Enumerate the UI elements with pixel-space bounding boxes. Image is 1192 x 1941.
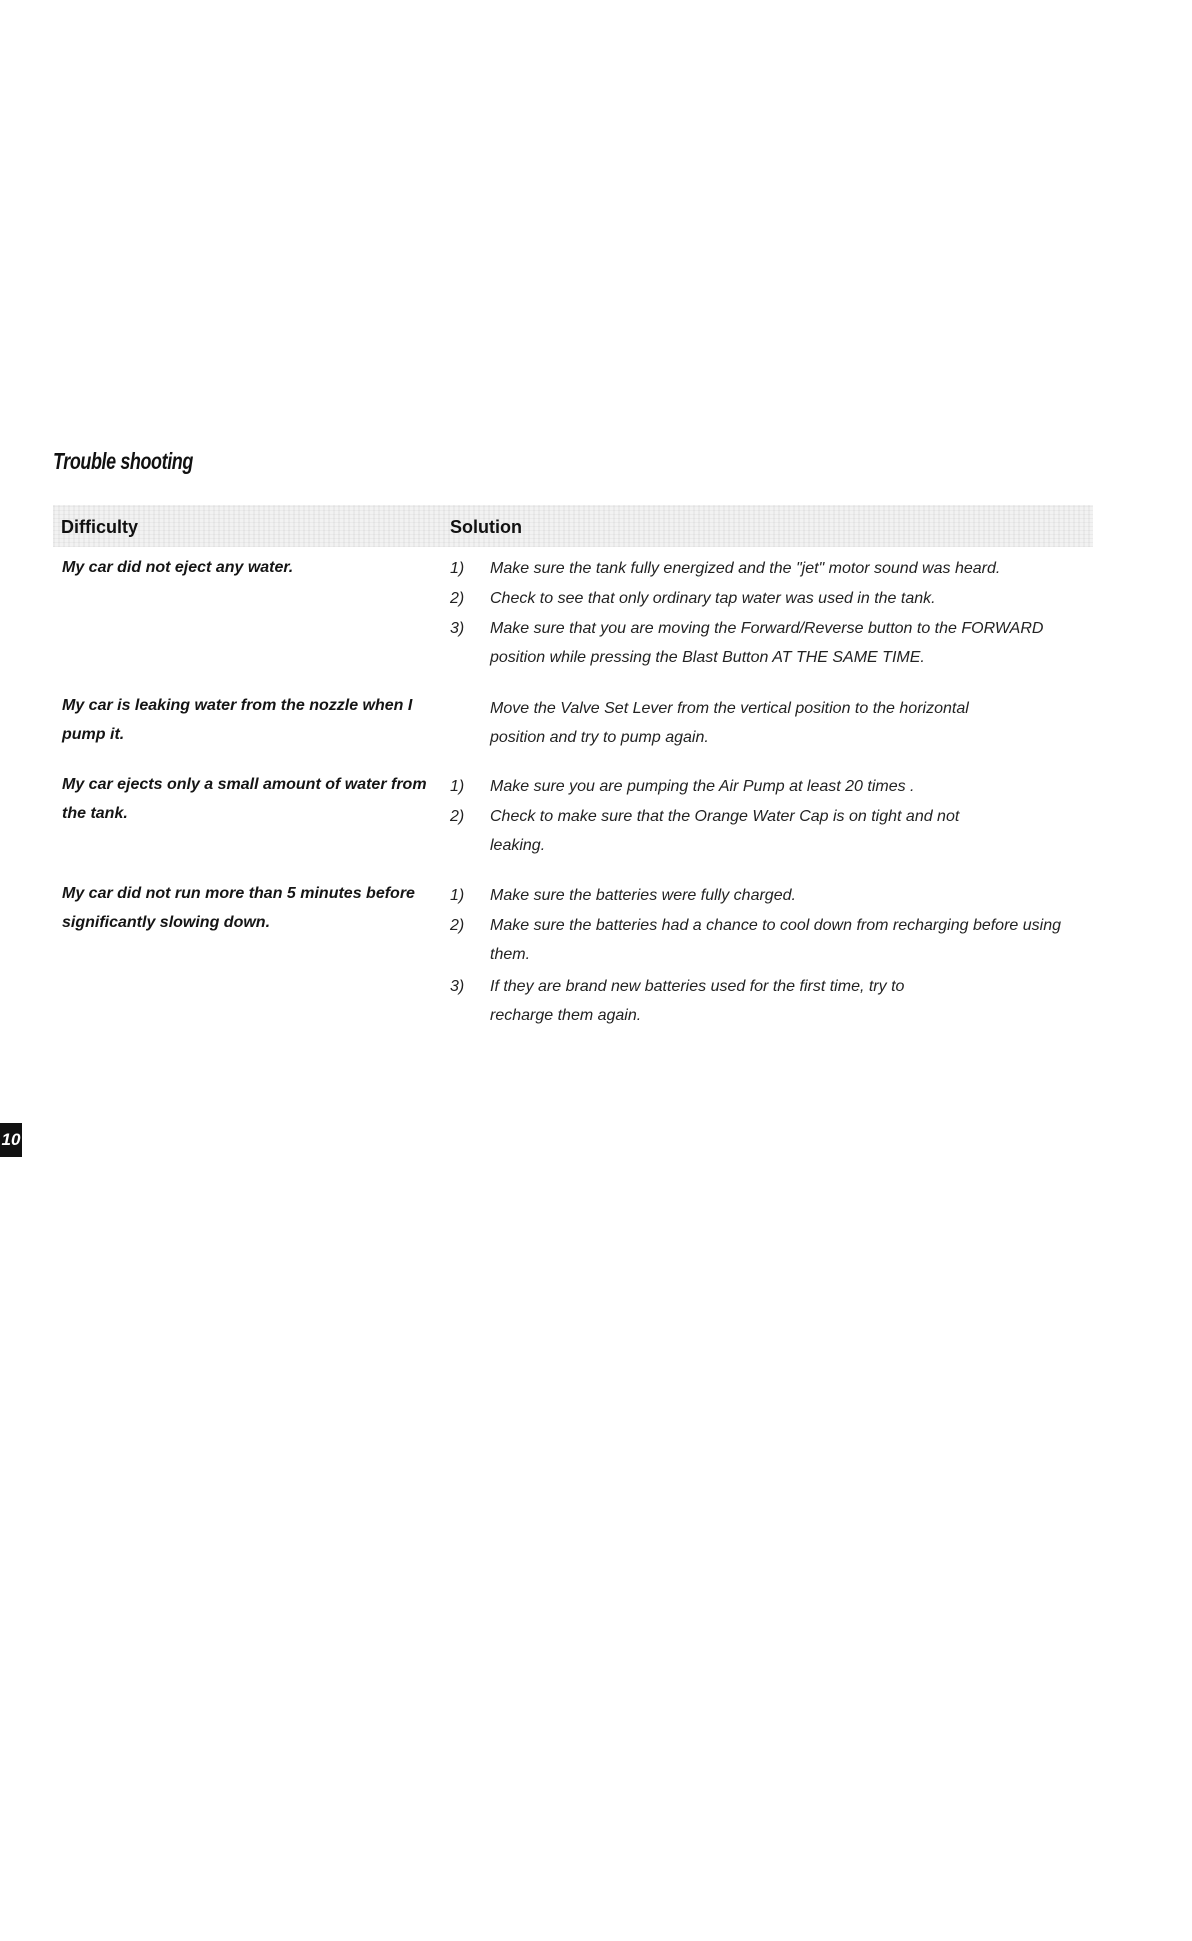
table-header-band [53, 505, 1093, 547]
step-number: 2) [450, 917, 465, 934]
step-number: 2) [450, 808, 465, 825]
difficulty-run-time: My car did not run more than 5 minutes before significantly slowing down. [62, 885, 415, 931]
step-text: Make sure you are pumping the Air Pump at least 20 times . [490, 778, 915, 795]
step-text: Make sure that you are moving the Forward/Reverse button to the FORWARD position while pressing the Blast Button AT THE SAME TIME. [490, 620, 1044, 666]
difficulty-small-amount: My car ejects only a small amount of water from the tank. [62, 776, 427, 822]
solution-step [450, 584, 1070, 613]
solution-step [450, 554, 1070, 583]
difficulty-leaking: My car is leaking water from the nozzle when I pump it. [62, 697, 413, 743]
solution-step [450, 881, 1070, 910]
step-number: 2) [450, 590, 465, 607]
step-number: 1) [450, 560, 465, 577]
solution-column-header: Solution [450, 517, 522, 537]
page-number-tab: 10 [0, 1123, 22, 1157]
difficulty-no-water: My car did not eject any water. [62, 559, 294, 576]
step-text: Check to make sure that the Orange Water Cap is on tight and not leaking. [490, 808, 960, 854]
step-text: Make sure the tank fully energized and the "jet" motor sound was heard. [490, 560, 1001, 577]
step-number: 1) [450, 778, 465, 795]
step-text: Check to see that only ordinary tap water was used in the tank. [490, 590, 936, 607]
step-text: If they are brand new batteries used for the first time, try to recharge them again. [490, 978, 905, 1024]
step-number: 1) [450, 887, 465, 904]
solution-step [450, 802, 970, 860]
solution-step [450, 972, 910, 1030]
step-number: 3) [450, 978, 465, 995]
difficulty-column-header: Difficulty [61, 517, 139, 537]
solution-valve-lever: Move the Valve Set Lever from the vertical position to the horizontal position and try to pump again. [490, 700, 969, 746]
step-number: 3) [450, 620, 465, 637]
step-text: Make sure the batteries had a chance to cool down from recharging before using them. [490, 917, 1061, 963]
solution-step [450, 772, 1070, 801]
step-text: Make sure the batteries were fully charged. [490, 887, 796, 904]
solution-step [450, 614, 1050, 672]
solution-step [450, 911, 1070, 969]
section-title: Trouble shooting [53, 448, 193, 474]
